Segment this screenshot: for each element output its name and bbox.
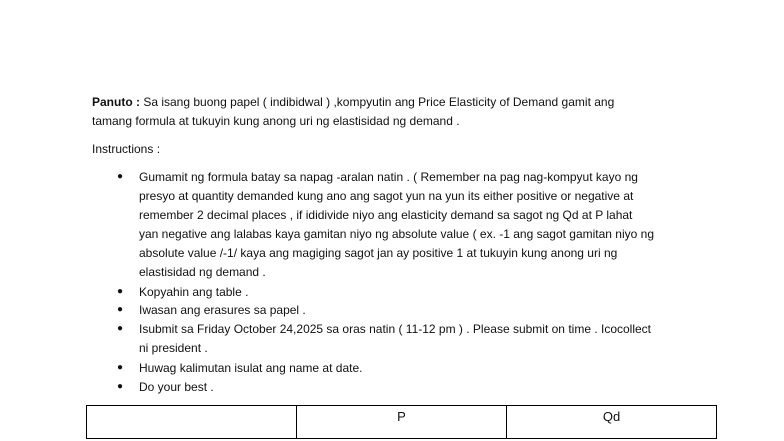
bullet-icon: ● (117, 171, 124, 182)
bullet-icon: ● (117, 381, 124, 392)
table-header-cell (87, 406, 297, 439)
table-header-qd: Qd (507, 406, 717, 439)
bullet-icon: ● (117, 304, 124, 315)
instruction-line: Iwasan ang erasures sa papel . (139, 303, 306, 317)
table-header-p: P (297, 406, 507, 439)
panuto-line-2: tamang formula at tukuyin kung anong uri ng elastisidad ng demand . (92, 114, 460, 128)
panuto-text: Sa isang buong papel ( indibidwal ) ,kompyutin ang Price Elasticity of Demand gamit ang (140, 95, 615, 109)
instruction-line: elastisidad ng demand . (139, 265, 266, 279)
instruction-line: Do your best . (139, 380, 214, 394)
instruction-line: Gumamit ng formula batay sa napag -aralan natin . ( Remember na pag nag-kompyut kayo ng (139, 170, 638, 184)
panuto-label: Panuto : (92, 95, 140, 109)
instruction-line: absolute value /-1/ kaya ang magiging sagot jan ay positive 1 at tukuyin kung anong uri ng (139, 246, 618, 260)
table-header-row (87, 406, 717, 439)
bullet-icon: ● (117, 323, 124, 334)
instructions-heading: Instructions : (92, 142, 161, 156)
instruction-line: yan negative ang lalabas kaya gamitan niyo ng absolute value ( ex. -1 ang sagot gamitan niyo ng (139, 227, 655, 241)
instruction-line: Isubmit sa Friday October 24,2025 sa oras natin ( 11-12 pm ) . Please submit on time . Icocollect (139, 322, 652, 336)
instruction-line: remember 2 decimal places , if ididivide niyo ang elasticity demand sa sagot ng Qd at P lahat (139, 208, 633, 222)
bullet-icon: ● (117, 362, 124, 373)
instruction-line: Huwag kalimutan isulat ang name at date. (139, 361, 363, 375)
panuto-line-1 (92, 93, 614, 111)
bullet-icon: ● (117, 286, 124, 297)
instruction-line: Kopyahin ang table . (139, 285, 249, 299)
instruction-line: ni president . (139, 341, 208, 355)
instruction-line: presyo at quantity demanded kung ano ang sagot yun na yun its either positive or negative at (139, 189, 634, 203)
elasticity-table (86, 405, 717, 439)
